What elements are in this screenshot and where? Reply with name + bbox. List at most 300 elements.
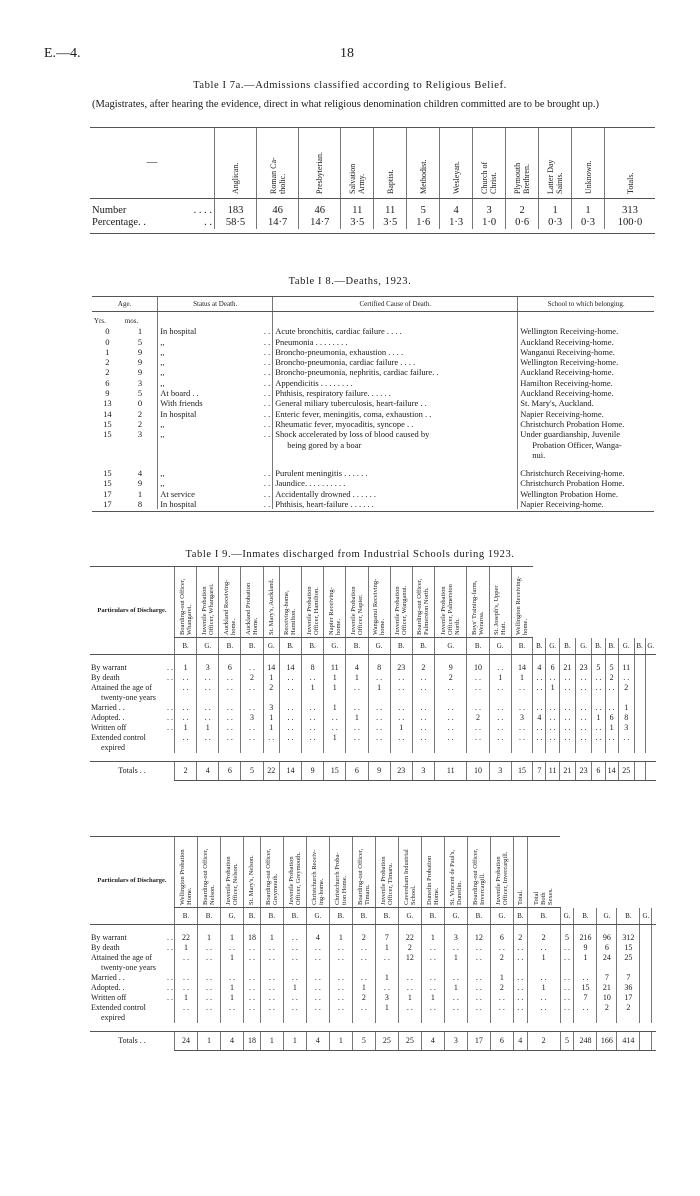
table9-part1-total-cell: 9 [368,762,390,781]
table9-part2-cell: . . [421,943,444,953]
table7a-col-label: Church of Christ. [480,161,499,194]
table8-cause-text: Broncho-pneumonia, nephritis, cardiac failure. . [275,367,439,378]
table9-part2-sex-cell: G. [490,908,513,925]
table9-part1-cell [634,713,645,723]
table9-part1-row-label [90,723,175,733]
table9-part1-cell: . . [175,683,197,703]
table9-part1-cell: 21 [559,655,575,674]
table9-part2-sex-cell: B. [375,908,398,925]
table9-part1-col-label: Boarding-out Officer, Palmerston North. [416,578,431,635]
table9-part2-row-label-text: Married . . . . [91,973,173,982]
table9-part2-cell: . . [283,953,306,973]
table9-part2-cell: 2 [490,953,513,973]
table9-part1-cell: . . [390,683,412,703]
table7a-col-label: Wesleyan. [451,161,461,194]
table9-part2-row-label [90,1003,175,1023]
table9-part2-cell: . . [490,1003,513,1023]
table9-part1-cell: . . [197,673,219,683]
table9-part1-cell: 1 [263,723,279,733]
table9-part1-cell: 6 [605,713,618,723]
table9-part2-sex-cell: B. [467,908,490,925]
table8-status [158,357,273,367]
table9-part1-col-header [489,567,511,638]
table9-part1-cell [645,713,656,723]
table9-part2-col-header [421,837,444,908]
table9-part2-cell: . . [283,943,306,953]
table8-status-dots: . . [263,429,271,440]
table9-part1-cell: 2 [241,673,263,683]
table9-part2-cell: . . [244,953,261,973]
table9-part2-cell: 21 [597,983,617,993]
table9-part1-row-label-text: Extended control [91,733,146,742]
table9-part1-cell: . . [467,723,489,733]
table9-part1-cell: . . [197,703,219,713]
table9-part1-sex-cell: B. [592,638,605,655]
table9-part1-col-header [368,567,390,638]
table8-school [518,489,654,499]
table9-part2-cell: . . [244,993,261,1003]
table9-part2-row [90,943,656,953]
table9-part2-cell: . . [329,1003,352,1023]
table9-part2-col-header [467,837,490,908]
table9-part2-cell: 1 [221,953,244,973]
table8-school [518,357,654,367]
table8-yrs: 0 [105,336,110,347]
table7a-col-label: Methodist. [418,159,428,194]
table9-part1-col-label: Juvenile Probation Officer, Whangarei. [200,583,215,635]
table8-status-dots: . . [263,326,271,337]
table9-part1-cell: . . [489,683,511,703]
table9-part1-total-cell: 2 [175,762,197,781]
table9-part2-cell: . . [198,953,221,973]
table9-part1-col-label: Wellington Receiving- home. [515,576,530,635]
table9-part1-cell [645,733,656,753]
table9-part1-cell: . . [434,713,467,723]
table9-part1-cell: . . [576,673,592,683]
table9-part1-cell: . . [489,723,511,733]
table8-spacer [273,312,518,327]
table9-part2-header-row [90,837,656,908]
table9-part1-sex-cell: G. [197,638,219,655]
table9-part2-col-label: Juvenile Probation Officer, Nelson. [225,856,239,905]
table8-yrs: 9 [105,388,110,399]
table9-part1-cell: . . [412,673,434,683]
table9-part1-cell: . . [511,703,532,713]
table9-caption: Table I 9.—Inmates discharged from Industrial Schools during 1923. [185,549,515,560]
table8-school-text: Hamilton Receiving-home. [520,377,613,388]
table8-status [158,337,273,347]
table9-part1-cell: 1 [368,683,390,703]
table7a-col-label: Plymouth Brethren. [513,162,532,194]
table8-status-text: ,, [160,377,165,388]
table7a-col-header [506,128,539,199]
table9-part2-totals-row [90,1032,656,1051]
table9-part2-cell: . . [560,943,574,953]
table9-part2-cell: . . [421,983,444,993]
table9-part1-cell: . . [279,683,301,703]
table8-mos: 9 [137,478,143,489]
table9-part1-cell: . . [302,703,324,713]
table9-part1-cell: 2 [263,683,279,703]
table9-part1-col-header [302,567,324,638]
table9-part1-cell: 11 [618,655,634,674]
table9-part1-total-cell: 23 [576,762,592,781]
table9-part2-total-cell: 5 [352,1032,375,1051]
table9-part1-sex-cell: B. [605,638,618,655]
table9-part1-cell: 23 [390,655,412,674]
table8-cause [273,337,518,347]
table9-part1-total-cell [645,762,656,781]
table9-part1-totals-text: Totals [118,766,138,776]
table9-part1-sex-cell: B. [241,638,263,655]
table9-part1-cell: . . [412,713,434,723]
table9-part2-col-header [175,837,198,908]
table8-school-text: Auckland Receiving-home. [520,367,614,378]
table7a-col-header [440,128,473,199]
table8-cause-text: Acute bronchitis, cardiac failure . . . . [275,326,402,337]
table9-part2-cell [652,973,656,983]
table8-unit-mos: mos. [124,317,139,325]
table9-part2-total-cell: 166 [597,1032,617,1051]
table9-part1-row-label-text: By warrant . . [91,663,173,672]
table8-row [92,489,654,499]
table9-part2-cell [640,973,652,983]
table8-mos: 3 [137,429,143,440]
table9-part2-cell: 2 [597,1003,617,1023]
table9-part2-cell: 1 [490,973,513,983]
table9-part1-total-cell: 6 [219,762,241,781]
table7a-cell: 58·5 [215,217,257,229]
table9-part1-cell: . . [412,703,434,713]
table8-yrs: 0 [105,326,110,337]
table7a-cell: 3·5 [374,217,407,229]
table8-status-text: In hospital [160,408,197,419]
table8-rule-cell [92,509,654,512]
table9-part2-cell: . . [352,973,375,983]
table7a [90,127,655,234]
table9-part2-col-label: Boarding-out Officer, Nelson. [202,848,216,905]
table8-row [92,378,654,388]
table9-part1-cell [645,673,656,683]
table9-part1-col-header [241,567,263,638]
table8-yrs: 2 [105,367,110,378]
table8-cause [273,326,518,336]
table9-part2-cell: . . [260,943,283,953]
table8-school-text: nui. [532,449,546,460]
table9-part2-cell: . . [398,973,421,983]
table7a-cell: 11 [341,199,374,218]
table9-part1-row-label-text: Attained the age of [91,683,153,692]
table9-part2-sex-cell: B. [198,908,221,925]
table9-part1-cell: . . [434,703,467,713]
table8-status [158,347,273,357]
table8-school [518,337,654,347]
table9-part1-cell: 8 [618,713,634,723]
table9-part2-sex-cell: B. [283,908,306,925]
table9-part1-sex-cell: B. [219,638,241,655]
table9-part1-sex-cell: B. [634,638,645,655]
table7a-cell: 2 [506,199,539,218]
table9-part1-cell: . . [592,683,605,703]
table9-part2-cell: . . [283,993,306,1003]
table9-part2-total-cell [652,1032,656,1051]
table9-part1-cell: . . [279,673,301,683]
table9-part1-total-cell [634,762,645,781]
table9-part1-col-header [434,567,467,638]
table9-part2-total-cell: 17 [467,1032,490,1051]
table8-school [518,409,654,419]
table8-status [158,429,273,460]
table9-part1-row-dots: . . [167,713,173,722]
table8-status-text: ,, [160,346,165,357]
table8-school-text: Wellington Receiving-home. [520,357,619,368]
table9-part2-col-label: Juvenile Probation Officer, Greymouth. [287,852,302,905]
table9-part1-cell: . . [546,713,559,723]
table8-status [158,478,273,488]
table9-part2-cell: 22 [398,925,421,944]
table8-caption: Table I 8.—Deaths, 1923. [288,276,412,287]
table9-part2-cell: . . [175,983,198,993]
table8-row [92,409,654,419]
table9-part1-cell: . . [489,713,511,723]
table9-part2-cell [640,983,652,993]
table9-part2-total-cell: 5 [560,1032,574,1051]
table9-part1-col-header [197,567,219,638]
table9-part1-cell: . . [279,713,301,723]
table7a-row [90,217,655,229]
table9-part1 [90,566,656,781]
table9-part1-cell: . . [576,713,592,723]
table9-part2-cell: . . [560,973,574,983]
table7a-corner: — [90,128,215,199]
table8-school-text: Wanganui Receiving-home. [520,346,615,357]
table9-part1-totals-row [90,762,656,781]
table8-status-text: At board . . [160,388,199,399]
table9-part1-sex-cell: G. [576,638,592,655]
table9-part1-cell: . . [219,703,241,713]
table9-part2-cell: . . [513,953,527,973]
table9-part2-cell: 1 [175,943,198,953]
table9-part1-sex-cell: B. [346,638,368,655]
table9-part2-sex-cell: G. [640,908,652,925]
table9-part2-cell: . . [352,943,375,953]
table9-part1-cell: . . [559,703,575,713]
table9-part1-sex-cell: B. [175,638,197,655]
table9-part1-cell: 3 [263,703,279,713]
table9-part1-cell: 14 [279,655,301,674]
table8-cause-text: Jaundice. . . . . . . . . . [275,478,346,489]
table8-status [158,378,273,388]
table8-row [92,367,654,377]
table9-part1-cell: . . [576,723,592,733]
table7a-cell: 0·3 [539,217,572,229]
table9-part2-cell: . . [198,973,221,983]
table9-part2-sex-cell: G. [221,908,244,925]
table8-status-dots: . . [263,357,271,368]
table9-part2-col-label: Boarding-out Officer, Greymouth. [264,848,279,905]
table7a-cell: 1 [539,199,572,218]
table9-part2-cell: . . [260,993,283,1003]
table9-part2-total-cell: 24 [175,1032,198,1051]
table9-part1-cell: 1 [618,703,634,713]
table7a-col-label: Totals. [625,172,635,194]
table9-part1-cell: 9 [434,655,467,674]
table9-part2-cell: . . [283,1003,306,1023]
table9-part1-cell: . . [576,733,592,753]
table8-yrs: 15 [103,478,112,489]
table9-part2-cell: . . [467,983,490,993]
table8-status-text: At service [160,488,195,499]
table9-part1-row-label [90,703,175,713]
table9-part1-cell: 2 [467,713,489,723]
table8-school-text: Napier Receiving-home. [520,408,604,419]
table9-part1-cell: . . [368,703,390,713]
table9-part1-total-cell: 14 [605,762,618,781]
table9-part2-cell: . . [467,993,490,1003]
table9-part1-spacer [90,753,656,762]
table9-part1-col-label: Juvenile Probation Officer, Palmerston North. [440,584,462,635]
table9-part2-cell: . . [283,925,306,944]
table9-part1-cell: . . [533,703,546,713]
table9-part1-totals-dots: . . [137,766,146,776]
table8-status-text: ,, [160,367,165,378]
table9-part2-cell: . . [513,973,527,983]
table9-part2-cell: 36 [617,983,640,993]
table9-part1-col-label: Wanganui Receiving- home. [372,578,387,635]
page-number: 18 [340,46,354,61]
table9-part1-total-cell: 6 [592,762,605,781]
table8-rule [92,509,654,512]
table9-part2-row-label-text: twenty-one years [101,963,156,972]
table9-part2-col-header [352,837,375,908]
table9-part2-cell: . . [221,973,244,983]
table9-part1-cell: . . [559,723,575,733]
table9-part2-cell: 5 [560,925,574,944]
table8-mos: 2 [137,418,143,429]
table9-part2-cell: . . [244,1003,261,1023]
table9-part1-cell: . . [592,733,605,753]
table9-part1-row-label [90,733,175,753]
table8-cause-text: Broncho-pneumonia, exhaustion . . . . [275,346,404,357]
table9-part1-col-label: Napier Receiving- home. [327,587,342,635]
table8-yrs: 17 [103,488,112,499]
table9-part2-cell: . . [198,1003,221,1023]
table9-part1-totals-label [90,762,175,781]
table9-part2-cell: . . [560,983,574,993]
table8-cause [273,409,518,419]
table9-part1-cell: . . [618,673,634,683]
table9-part2-cell: 2 [527,925,560,944]
table9-part1-col-header [390,567,412,638]
table9-part1-total-cell: 11 [434,762,467,781]
table7a-cell: 14·7 [257,217,299,229]
table9-part1-sex-cell: B. [559,638,575,655]
table8-school-text: Napier Receiving-home. [520,499,604,510]
table7a-cell: 1·0 [473,217,506,229]
table9-part2-sex-cell: B. [260,908,283,925]
table9-part2-cell: 2 [352,925,375,944]
table9-part2-cell: 4 [306,925,329,944]
table9-part2-row-label [90,973,175,983]
table9-part1-sex-cell: B. [533,638,546,655]
table9-part1-cell: . . [605,703,618,713]
table8-school-text: Christchurch Receiving-home. [520,468,625,479]
table9-part2-cell [652,983,656,993]
table9-part2-cell: . . [329,953,352,973]
table9-part1-col-header [263,567,279,638]
table8-yrs: 15 [103,429,112,440]
table9-part2-cell: . . [444,943,467,953]
table7a-row-name: Number [92,205,127,216]
table9-part1-particulars: Particulars of Discharge. [90,567,175,655]
table9-part2-cell [640,943,652,953]
table9-part1-cell: 3 [618,723,634,733]
table8-school [518,419,654,429]
table9-part2-sex-cell: B. [329,908,352,925]
table9-part1-row-dots: . . [167,703,173,712]
table9-part1-spacer-row [90,753,656,762]
table9-part1-total-cell: 14 [279,762,301,781]
table9-part2-cell: . . [421,953,444,973]
table9-part1-row-label [90,673,175,683]
table9-part2-cell: 9 [574,943,597,953]
table9-part1-cell: 4 [533,713,546,723]
table9-part1-total-cell: 25 [618,762,634,781]
table7a-col-header [539,128,572,199]
table8-mos: 9 [137,346,143,357]
table9-part2-col-header [221,837,244,908]
table8-mos: 1 [137,326,143,337]
table7a-col-label: Roman Ca- tholic. [268,157,287,194]
table9-part1-cell: . . [412,683,434,703]
table9-part1-cell: . . [511,683,532,703]
table9-part1-cell [634,655,645,674]
table9-part2-row-label-text: Attained the age of [91,953,153,962]
table9-part1-cell: . . [175,713,197,723]
table8-header-row [92,297,654,312]
table9-part1-cell: 1 [592,713,605,723]
table8-row [92,347,654,357]
table9-part2-row-dots: . . [167,993,173,1002]
table8-school-text: Auckland Receiving-home. [520,388,614,399]
table7a-cell: 1 [572,199,605,218]
table9-part2-cell: 7 [375,925,398,944]
table9-part2-cell: . . [175,973,198,983]
table7a-col-header [572,128,605,199]
table7a-col-header [257,128,299,199]
table9-part1-cell: . . [197,733,219,753]
table8-status-dots: . . [263,367,271,378]
table9-part2-cell: . . [260,1003,283,1023]
table9-part1-cell: . . [467,703,489,713]
table9-part2-cell: . . [260,953,283,973]
table9-part2-sex-cell: G. [306,908,329,925]
table9-part2-cell: . . [574,1003,597,1023]
table8-status-text: ,, [160,418,165,429]
table9-part2-cell: . . [513,983,527,993]
table9-part2-row-label [90,943,175,953]
table9-part2-sex-cell: B. [175,908,198,925]
table9-part1-cell: 3 [511,713,532,723]
table9-part2-cell [640,925,652,944]
table8-school [518,347,654,357]
table7a-row-label [90,217,215,229]
table9-part2-row [90,973,656,983]
table7a-note: (Magistrates, after hearing the evidence, direct in what religious denomination children committed are to be brought up.) [92,99,600,110]
table9-part2-cell: 24 [597,953,617,973]
table9-part1-sex-cell: G. [324,638,346,655]
table8-school-text: Wellington Probation Home. [520,488,618,499]
